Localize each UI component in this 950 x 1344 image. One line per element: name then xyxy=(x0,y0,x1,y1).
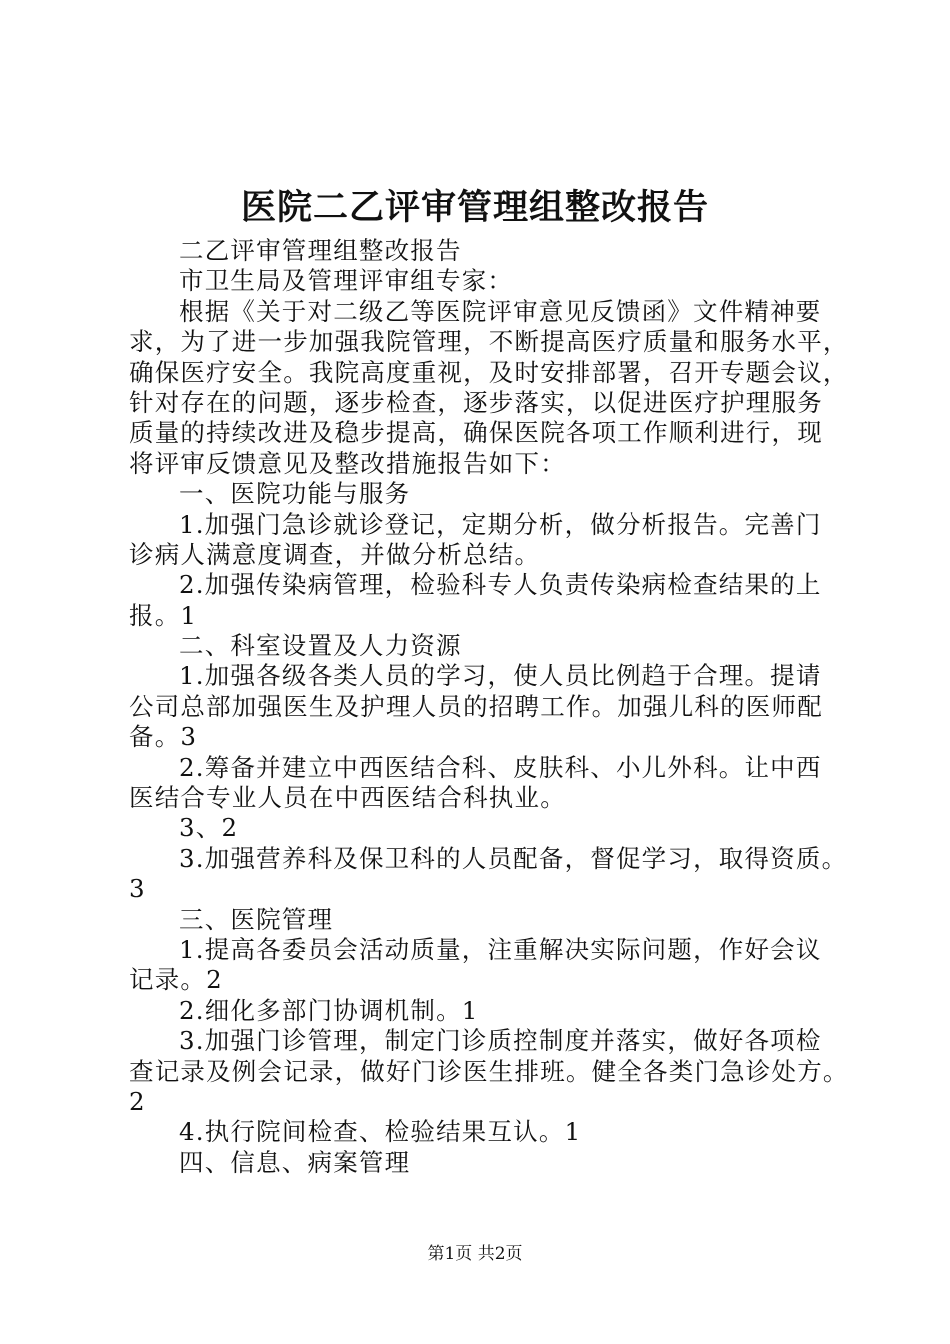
body-line: 备。3 xyxy=(129,722,198,752)
body-line: 3.加强门诊管理，制定门诊质控制度并落实，做好各项检 xyxy=(179,1026,822,1056)
body-line: 二、科室设置及人力资源 xyxy=(179,631,462,661)
body-line: 2.加强传染病管理，检验科专人负责传染病检查结果的上 xyxy=(179,570,822,600)
body-line: 1.加强各级各类人员的学习，使人员比例趋于合理。提请 xyxy=(179,661,822,691)
body-line: 四、信息、病案管理 xyxy=(179,1147,411,1177)
body-line: 2.筹备并建立中西医结合科、皮肤科、小儿外科。让中西 xyxy=(179,752,822,782)
body-line: 1.提高各委员会活动质量，注重解决实际问题，作好会议 xyxy=(179,934,822,964)
body-line: 二乙评审管理组整改报告 xyxy=(179,236,462,265)
body-line: 根据《关于对二级乙等医院评审意见反馈函》文件精神要 xyxy=(179,296,822,326)
body-line: 2 xyxy=(129,1086,146,1116)
body-line: 记录。2 xyxy=(129,965,223,995)
body-line: 2.细化多部门协调机制。1 xyxy=(179,995,479,1025)
body-line: 3、2 xyxy=(179,813,239,843)
body-line: 查记录及例会记录，做好门诊医生排班。健全各类门急诊处方。 xyxy=(129,1056,849,1086)
body-line: 报。1 xyxy=(129,600,198,630)
body-line: 公司总部加强医生及护理人员的招聘工作。加强儿科的医师配 xyxy=(129,691,823,721)
body-line: 市卫生局及管理评审组专家： xyxy=(179,266,514,296)
page-footer: 第1页 共2页 xyxy=(427,1244,523,1264)
document-body xyxy=(129,236,849,1178)
body-line: 3 xyxy=(129,874,146,904)
body-line: 将评审反馈意见及整改措施报告如下： xyxy=(129,448,566,478)
document-title: 医院二乙评审管理组整改报告 xyxy=(240,187,709,228)
body-line: 三、医院管理 xyxy=(179,904,334,934)
body-line: 4.执行院间检查、检验结果互认。1 xyxy=(179,1117,582,1147)
body-line: 3.加强营养科及保卫科的人员配备，督促学习，取得资质。 xyxy=(179,843,848,873)
body-line: 确保医疗安全。我院高度重视，及时安排部署，召开专题会议， xyxy=(129,357,849,387)
body-line: 诊病人满意度调查，并做分析总结。 xyxy=(129,539,541,569)
body-line: 质量的持续改进及稳步提高，确保医院各项工作顺利进行，现 xyxy=(129,418,823,448)
body-line: 针对存在的问题，逐步检查，逐步落实，以促进医疗护理服务 xyxy=(129,387,823,417)
body-line: 一、医院功能与服务 xyxy=(179,479,411,509)
body-line: 1.加强门急诊就诊登记，定期分析，做分析报告。完善门 xyxy=(179,509,822,539)
body-line: 求，为了进一步加强我院管理，不断提高医疗质量和服务水平， xyxy=(129,327,849,357)
body-line: 医结合专业人员在中西医结合科执业。 xyxy=(129,783,566,813)
